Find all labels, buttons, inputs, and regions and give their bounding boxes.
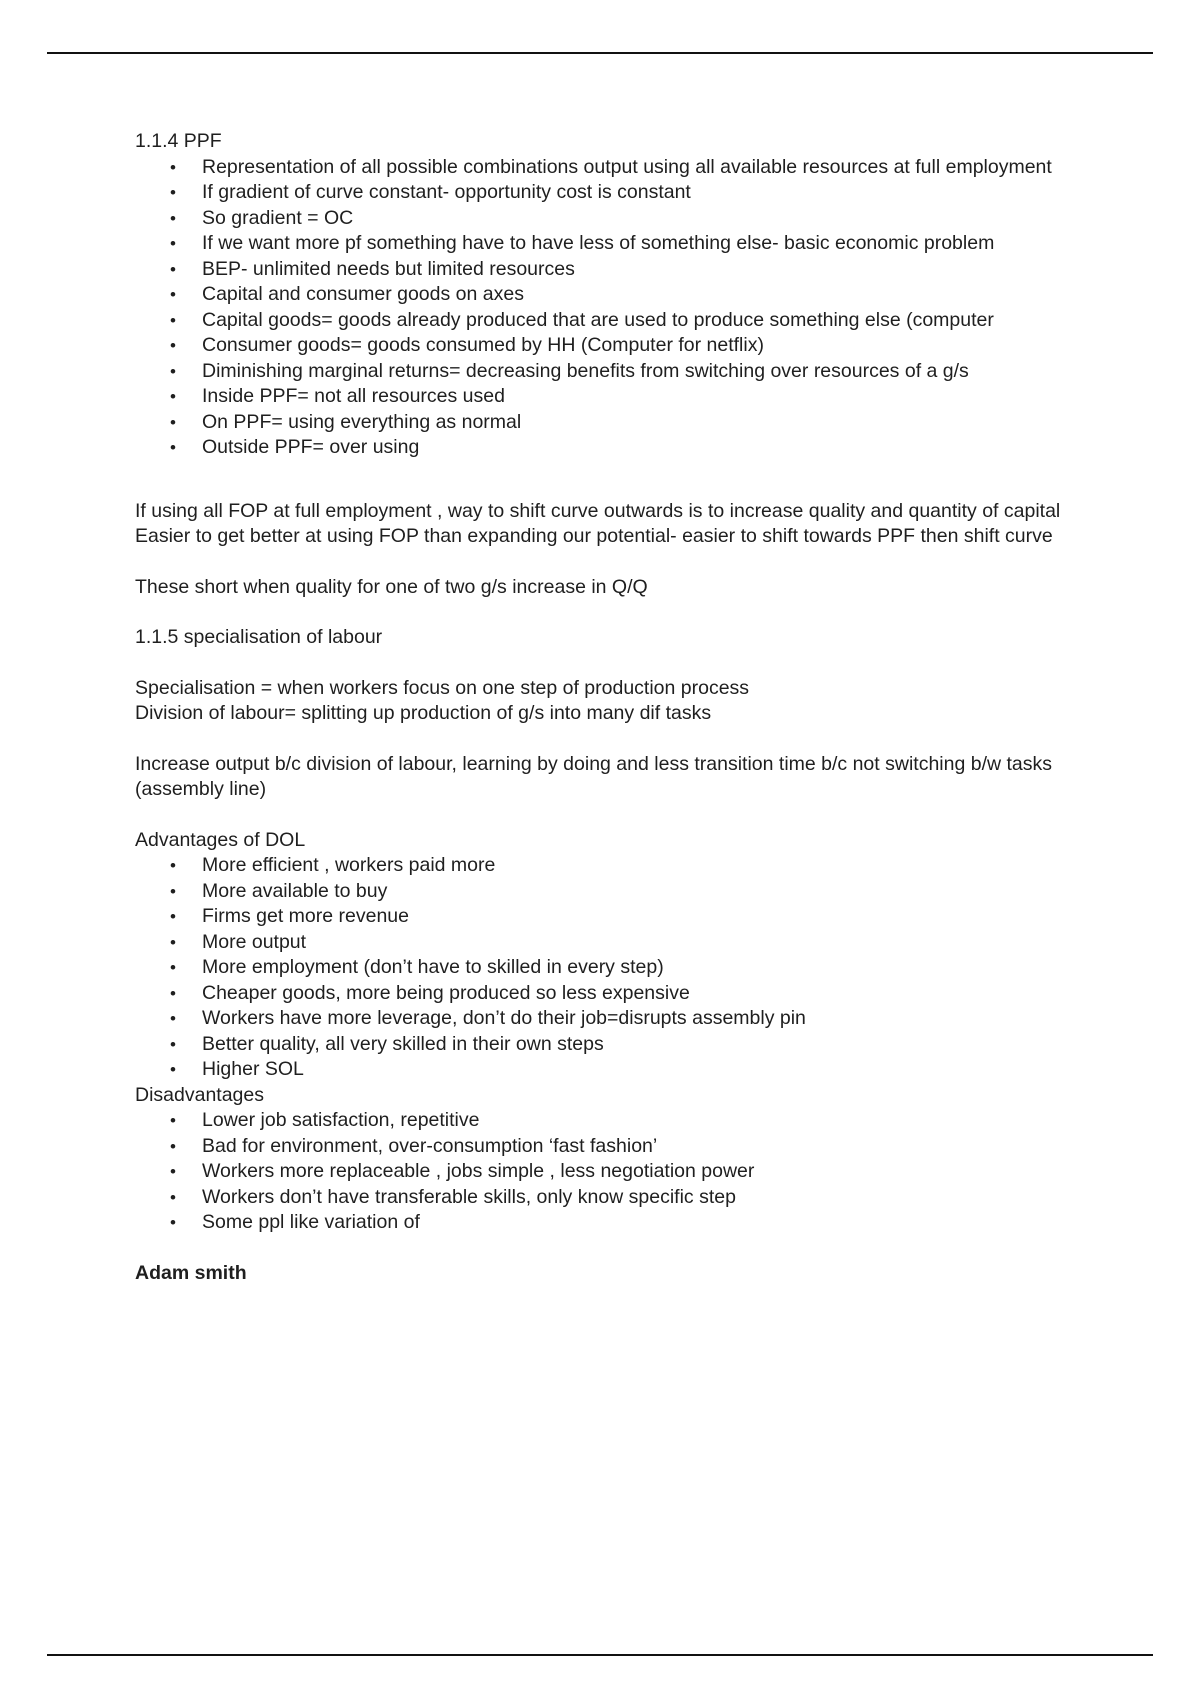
top-border-line [47, 52, 1153, 54]
list-item-text: • More available to buy [202, 879, 388, 902]
list-item-text: • Cheaper goods, more being produced so less expensive [202, 981, 690, 1004]
list-item [135, 879, 1077, 905]
list-item-text: • On PPF= using everything as normal [202, 410, 522, 433]
bottom-border-line [47, 1654, 1153, 1656]
list-item [135, 930, 1077, 956]
list-item [135, 155, 1077, 181]
spacer [135, 600, 1077, 625]
spacer [135, 1236, 1077, 1261]
list-item-text: • Outside PPF= over using [202, 436, 420, 458]
list-item [135, 359, 1077, 385]
paragraph: Specialisation = when workers focus on one step of production process [135, 676, 750, 699]
list-item [135, 333, 1077, 359]
list-item-text: • Diminishing marginal returns= decreasing benefits from switching over resources of a g/s [202, 359, 969, 382]
list-item-text: • Some ppl like variation of [202, 1211, 420, 1233]
list-item-text: • Workers don’t have transferable skills, only know specific step [202, 1185, 736, 1208]
section-heading-ppf: 1.1.4 PPF [135, 130, 222, 152]
list-item-text: • More output [202, 930, 307, 953]
spacer [135, 727, 1077, 752]
list-item [135, 1159, 1077, 1185]
list-item [135, 435, 1077, 461]
spacer [135, 461, 1077, 486]
spacer [135, 803, 1077, 828]
list-item-text: • If gradient of curve constant- opportunity cost is constant [202, 181, 691, 203]
paragraph: Division of labour= splitting up production of g/s into many dif tasks [135, 702, 712, 724]
list-item-text: • Higher SOL [202, 1058, 304, 1080]
disadvantages-bullet-list [135, 1108, 1077, 1236]
list-item-text: • BEP- unlimited needs but limited resources [202, 257, 575, 280]
list-item-text: • More employment (don’t have to skilled in every step) [202, 956, 664, 978]
footer-heading: Adam smith [135, 1261, 247, 1284]
list-item [135, 180, 1077, 206]
list-item-text: • So gradient = OC [202, 206, 354, 229]
ppf-bullet-list [135, 155, 1077, 461]
advantages-bullet-list [135, 853, 1077, 1083]
list-item-text: • Lower job satisfaction, repetitive [202, 1109, 480, 1131]
list-item [135, 904, 1077, 930]
list-item-text: • Consumer goods= goods consumed by HH (Computer for netflix) [202, 334, 764, 356]
list-item-text: • Capital and consumer goods on axes [202, 283, 524, 305]
disadvantages-heading: Disadvantages [135, 1083, 264, 1106]
list-item [135, 1032, 1077, 1058]
list-item-text: • Bad for environment, over-consumption ‘fast fashion’ [202, 1134, 658, 1157]
list-item-text: • If we want more pf something have to have less of something else- basic economic problem [202, 232, 995, 254]
section-heading-specialisation: 1.1.5 specialisation of labour [135, 626, 383, 648]
list-item [135, 231, 1077, 257]
list-item [135, 981, 1077, 1007]
advantages-heading: Advantages of DOL [135, 828, 306, 851]
list-item [135, 1210, 1077, 1236]
list-item [135, 853, 1077, 879]
list-item-text: • More efficient , workers paid more [202, 854, 496, 876]
spacer [135, 486, 1077, 499]
list-item [135, 955, 1077, 981]
list-item-text: • Better quality, all very skilled in their own steps [202, 1032, 604, 1055]
spacer [135, 550, 1077, 575]
list-item [135, 1108, 1077, 1134]
paragraph: Easier to get better at using FOP than expanding our potential- easier to shift towards PPF then shift curve [135, 525, 1053, 547]
list-item-text: • Workers more replaceable , jobs simple , less negotiation power [202, 1160, 755, 1182]
list-item-text: • Firms get more revenue [202, 905, 409, 927]
list-item [135, 206, 1077, 232]
list-item-text: • Capital goods= goods already produced that are used to produce something else (computer [202, 308, 994, 331]
list-item [135, 1134, 1077, 1160]
list-item [135, 410, 1077, 436]
paragraph: Increase output b/c division of labour, learning by doing and less transition time b/c not switching b/w tasks (assembly line) [135, 752, 1053, 800]
list-item [135, 1057, 1077, 1083]
list-item [135, 257, 1077, 283]
spacer [135, 651, 1077, 676]
paragraph: If using all FOP at full employment , way to shift curve outwards is to increase quality and quantity of capital [135, 499, 1061, 522]
list-item [135, 1006, 1077, 1032]
list-item-text: • Inside PPF= not all resources used [202, 385, 505, 407]
list-item-text: • Workers have more leverage, don’t do their job=disrupts assembly pin [202, 1007, 806, 1029]
list-item [135, 282, 1077, 308]
list-item [135, 384, 1077, 410]
document-content [135, 129, 1077, 1286]
list-item [135, 308, 1077, 334]
list-item [135, 1185, 1077, 1211]
list-item-text: • Representation of all possible combinations output using all available resources at full employment [202, 155, 1052, 178]
paragraph: These short when quality for one of two g/s increase in Q/Q [135, 575, 648, 598]
